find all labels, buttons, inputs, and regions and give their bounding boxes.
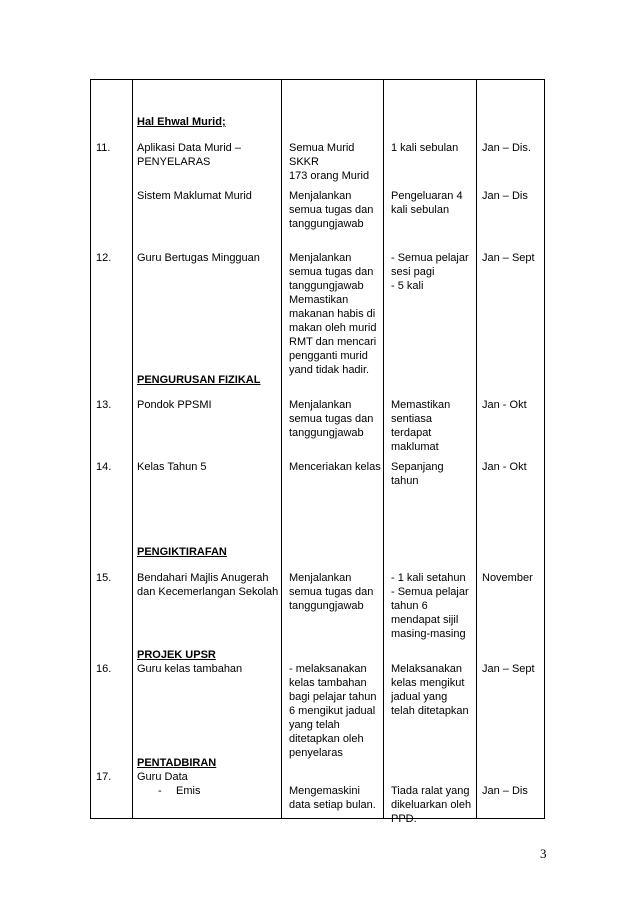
column-divider (281, 80, 282, 818)
row-task: Guru Bertugas Mingguan (137, 252, 260, 264)
row-frequency: Pengeluaran 4 kali sebulan (391, 190, 463, 216)
section-heading-pentadbiran: PENTADBIRAN (137, 757, 217, 769)
column-divider (132, 80, 133, 818)
row-frequency: - 1 kali setahun - Semua pelajar tahun 6 mendapat sijil masing-masing (391, 572, 469, 640)
row-period: Jan – Sept (482, 252, 535, 264)
row-task: Guru kelas tambahan (137, 663, 243, 675)
row-period: Jan – Dis (482, 785, 528, 797)
row-number: 15. (96, 572, 112, 584)
row-frequency: Melaksanakan kelas mengikut jadual yang telah ditetapkan (391, 663, 469, 717)
row-period: Jan - Okt (482, 399, 527, 411)
sub-item-dash: - (158, 785, 162, 797)
row-frequency: Sepanjang tahun (391, 461, 444, 487)
sub-item-label: Emis (176, 785, 201, 797)
row-task: Kelas Tahun 5 (137, 461, 207, 473)
row-description: Mengemaskini data setiap bulan. (289, 785, 376, 811)
row-number: 12. (96, 252, 112, 264)
row-task: Guru Data (137, 771, 188, 783)
row-number: 17. (96, 771, 112, 783)
row-description: Menceriakan kelas (289, 461, 381, 473)
row-period: Jan - Okt (482, 461, 527, 473)
column-divider (476, 80, 477, 818)
row-frequency: 1 kali sebulan (391, 142, 459, 154)
row-task: Sistem Maklumat Murid (137, 190, 252, 202)
row-task: Bendahari Majlis Anugerah dan Kecemerlangan Sekolah (137, 572, 279, 598)
section-heading-fizikal: PENGURUSAN FIZIKAL (137, 374, 261, 386)
row-period: Jan – Dis. (482, 142, 531, 154)
row-number: 13. (96, 399, 112, 411)
row-number: 11. (96, 142, 111, 154)
page-number: 3 (540, 846, 547, 861)
row-description: Semua Murid SKKR 173 orang Murid (289, 142, 370, 182)
row-frequency: Tiada ralat yang dikeluarkan oleh PPD. (391, 785, 472, 825)
row-number: 14. (96, 461, 112, 473)
section-heading-pengiktirafan: PENGIKTIRAFAN (137, 546, 227, 558)
row-frequency: Memastikan sentiasa terdapat maklumat (391, 399, 451, 453)
row-task: Aplikasi Data Murid – PENYELARAS (137, 142, 241, 168)
row-task: Pondok PPSMI (137, 399, 212, 411)
column-divider (383, 80, 384, 818)
row-period: Jan – Dis (482, 190, 528, 202)
row-description: Menjalankan semua tugas dan tanggungjawab Memastikan makanan habis di makan oleh murid RMT dan mencari pengganti murid yand tidak hadir. (289, 252, 377, 376)
row-description: Menjalankan semua tugas dan tanggungjawab (289, 399, 374, 439)
row-description: Menjalankan semua tugas dan tanggungjawab (289, 572, 374, 612)
row-number: 16. (96, 663, 112, 675)
row-description: Menjalankan semua tugas dan tanggungjawab (289, 190, 374, 230)
row-description: - melaksanakan kelas tambahan bagi pelajar tahun 6 mengikut jadual yang telah ditetapkan oleh penyelaras (289, 663, 377, 759)
section-heading-upsr: PROJEK UPSR (137, 649, 216, 661)
section-heading-hal-ehwal: Hal Ehwal Murid; (137, 116, 226, 128)
row-period: November (482, 572, 533, 584)
row-period: Jan – Sept (482, 663, 535, 675)
row-frequency: - Semua pelajar sesi pagi - 5 kali (391, 252, 469, 292)
